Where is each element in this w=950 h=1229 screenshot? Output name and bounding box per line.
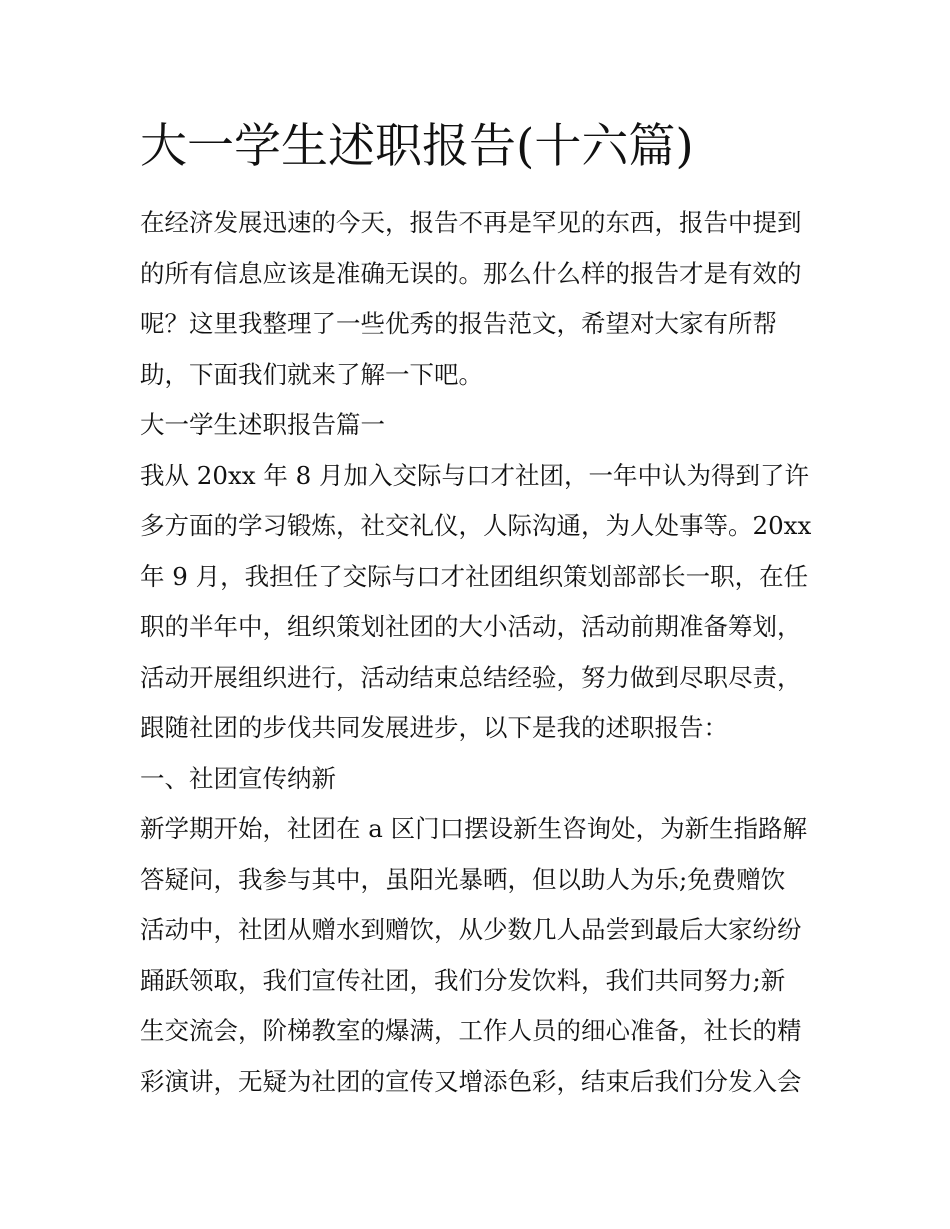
- paragraph-line: 活动开展组织进行，活动结束总结经验，努力做到尽职尽责，: [140, 662, 802, 692]
- paragraph-line: 新学期开始，社团在 a 区门口摆设新生咨询处，为新生指路解: [140, 814, 808, 843]
- paragraph-line: 在经济发展迅速的今天，报告不再是罕见的东西，报告中提到: [140, 208, 802, 237]
- section-heading: 大一学生述职报告篇一: [140, 410, 385, 439]
- paragraph-line: 生交流会，阶梯教室的爆满，工作人员的细心准备，社长的精: [140, 1016, 802, 1045]
- document-body: [140, 198, 820, 1107]
- paragraph-line: 的所有信息应该是准确无误的。那么什么样的报告才是有效的: [140, 258, 802, 288]
- document-title: 大一学生述职报告(十六篇): [140, 119, 694, 174]
- section-heading: 一、社团宣传纳新: [140, 763, 336, 793]
- paragraph-line: 呢？这里我整理了一些优秀的报告范文，希望对大家有所帮: [140, 309, 777, 338]
- paragraph-line: 我从 20xx 年 8 月加入交际与口才社团，一年中认为得到了许: [140, 460, 810, 490]
- paragraph-line: 多方面的学习锻炼，社交礼仪，人际沟通，为人处事等。20xx: [140, 511, 812, 540]
- paragraph-line: 踊跃领取，我们宣传社团，我们分发饮料，我们共同努力;新: [140, 965, 786, 995]
- paragraph-line: 答疑问，我参与其中，虽阳光暴晒，但以助人为乐;免费赠饮: [140, 864, 786, 894]
- paragraph-line: 助，下面我们就来了解一下吧。: [140, 359, 483, 389]
- paragraph-line: 职的半年中，组织策划社团的大小活动，活动前期准备筹划，: [140, 612, 802, 641]
- paragraph-line: 活动中，社团从赠水到赠饮，从少数几人品尝到最后大家纷纷: [140, 915, 802, 944]
- paragraph-line: 跟随社团的步伐共同发展进步，以下是我的述职报告：: [140, 713, 728, 742]
- paragraph-line: 彩演讲，无疑为社团的宣传又增添色彩，结束后我们分发入会: [140, 1066, 802, 1096]
- paragraph-line: 年 9 月，我担任了交际与口才社团组织策划部部长一职，在任: [140, 561, 809, 591]
